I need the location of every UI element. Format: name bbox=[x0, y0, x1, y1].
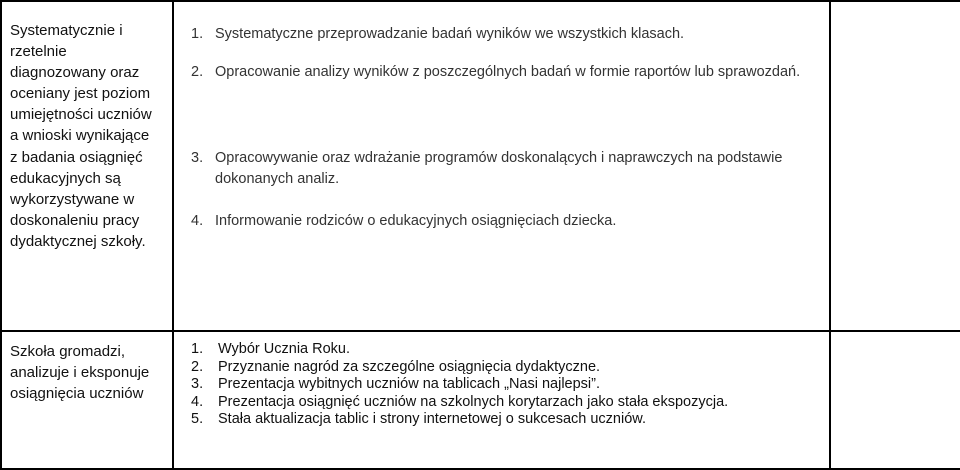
table-border-left bbox=[0, 0, 2, 470]
list-item bbox=[191, 394, 811, 412]
item-text: Systematyczne przeprowadzanie badań wyników we wszystkich klasach. bbox=[215, 26, 685, 42]
item-number: 4. bbox=[191, 213, 204, 229]
item-number: 2. bbox=[191, 64, 204, 80]
item-text: Wybór Ucznia Roku. bbox=[218, 341, 351, 357]
column-divider bbox=[172, 0, 174, 470]
item-number: 3. bbox=[191, 376, 204, 393]
column-divider-right bbox=[829, 0, 831, 470]
item-text: Opracowywanie oraz wdrażanie programów doskonalących i naprawczych na podstawie dokonanych analiz. bbox=[215, 150, 783, 187]
list-item bbox=[191, 341, 811, 359]
row-2-requirement: Szkoła gromadzi, analizuje i eksponuje osiągnięcia uczniów bbox=[10, 343, 150, 403]
list-item bbox=[191, 24, 811, 45]
item-text: Informowanie rodziców o edukacyjnych osiągnięciach dziecka. bbox=[215, 213, 617, 229]
row-1-requirement: Systematycznie i rzetelnie diagnozowany oraz oceniany jest poziom umiejętności uczniów a wnioski wynikające z badania osiągnięć edukacyjnych są wykorzystywane w doskonaleniu pracy dydaktycznej szkoły. bbox=[10, 22, 152, 250]
item-text: Prezentacja wybitnych uczniów na tablicach „Nasi najlepsi”. bbox=[218, 376, 601, 393]
item-text: Stała aktualizacja tablic i strony internetowej o sukcesach uczniów. bbox=[218, 411, 646, 428]
list-item bbox=[191, 411, 811, 429]
item-text: Opracowanie analizy wyników z poszczególnych badań w formie raportów lub sprawozdań. bbox=[215, 64, 801, 80]
list-item bbox=[191, 376, 811, 394]
list-item bbox=[191, 62, 811, 83]
list-item bbox=[191, 148, 811, 190]
table-border-top bbox=[0, 0, 960, 2]
item-text: Prezentacja osiągnięć uczniów na szkolnych korytarzach jako stała ekspozycja. bbox=[218, 393, 729, 410]
list-item bbox=[191, 211, 811, 232]
item-number: 4. bbox=[191, 393, 204, 410]
item-number: 1. bbox=[191, 26, 204, 42]
item-number: 2. bbox=[191, 358, 204, 375]
row-2-actions bbox=[191, 341, 811, 429]
item-text: Przyznanie nagród za szczególne osiągnięcia dydaktyczne. bbox=[218, 358, 601, 375]
list-item bbox=[191, 359, 811, 377]
item-number: 1. bbox=[191, 341, 204, 357]
item-number: 3. bbox=[191, 150, 204, 166]
row-divider bbox=[0, 330, 960, 332]
item-number: 5. bbox=[191, 411, 204, 428]
